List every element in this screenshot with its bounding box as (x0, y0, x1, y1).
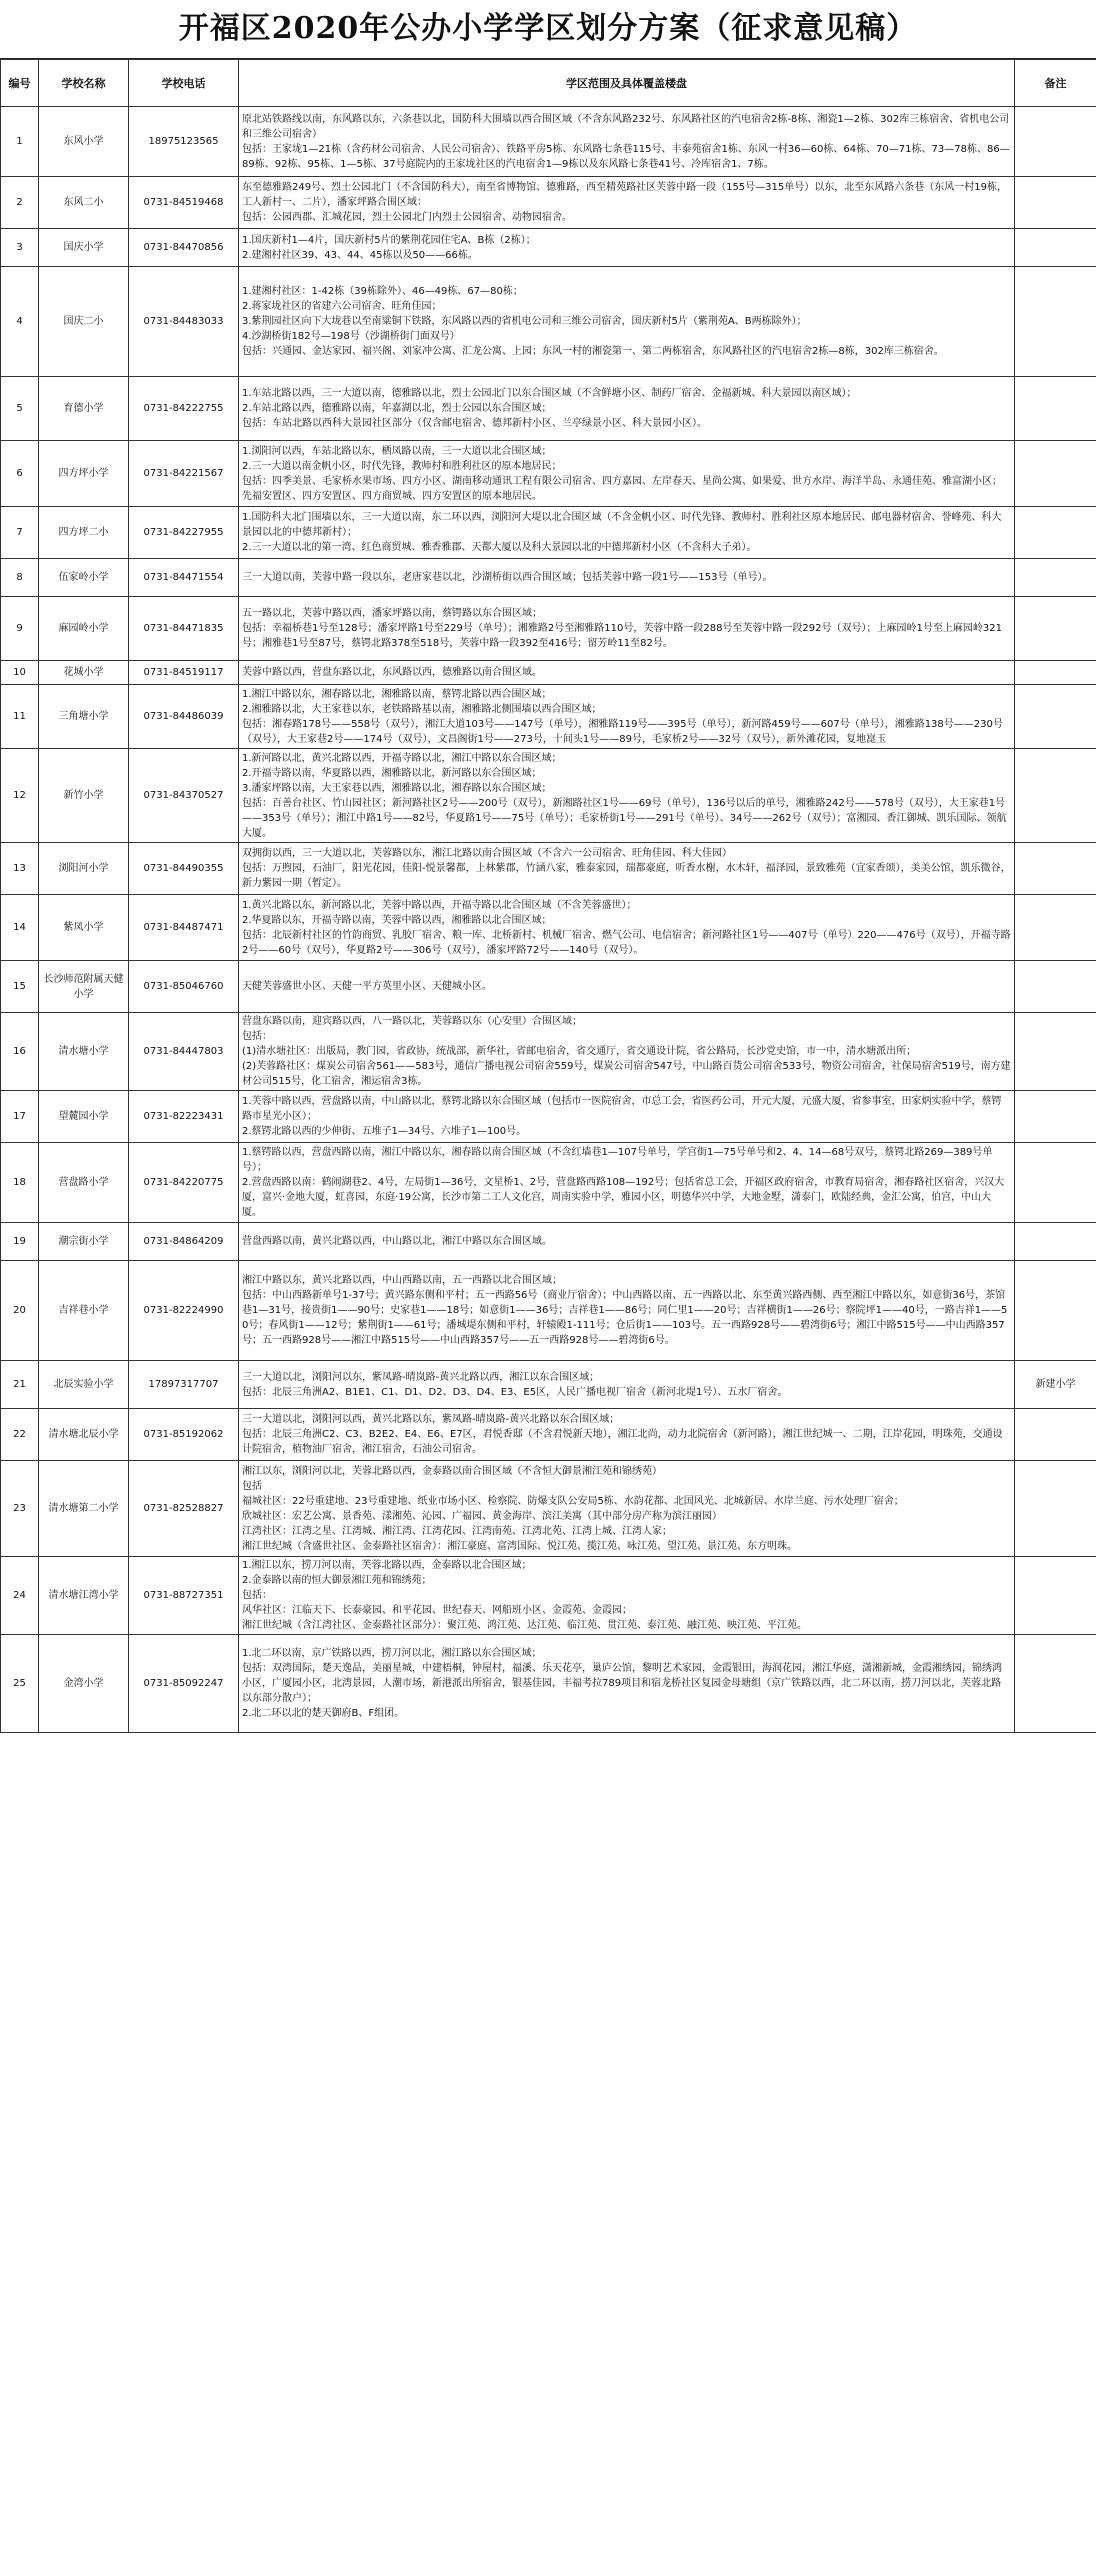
school-phone: 0731-84471554 (129, 559, 239, 597)
table-row (1, 1223, 1096, 1261)
range-line: 天健芙蓉盛世小区、天健一平方英里小区、天健城小区。 (242, 981, 492, 992)
range-line: 包括：公园西郡、汇城花园，烈士公园北门内烈士公园宿舍、动物园宿舍。 (242, 212, 572, 223)
row-number: 16 (1, 1013, 39, 1091)
school-name: 清水塘北辰小学 (39, 1409, 129, 1461)
row-number: 12 (1, 749, 39, 843)
range-line: 4.沙湖桥街182号—198号（沙湖桥街门面双号） (242, 331, 460, 342)
range-line: 包括：王家垅1—21栋（含药材公司宿舍、人民公司宿舍）、铁路平房5栋、东风路七条巷115号、丰泰苑宿舍1栋、东风一村36—60栋、64栋、70—71栋、73—78栋、86—89栋、92栋、95栋、1—5栋、37号庭院内的王家垅社区的汽电宿舍1—9栋以及东风路七条巷41号、冷库宿舍1、7栋。 (242, 143, 1010, 170)
district-range (239, 559, 1015, 597)
district-range (239, 895, 1015, 961)
row-note (1015, 377, 1096, 441)
range-line: 福城社区：22号重建地、23号重建地、纸业市场小区、检察院、防爆支队公安局5栋、水韵花都、北国风光、北城新居、水岸兰庭、污水处理厂宿舍； (242, 1495, 904, 1507)
range-line: 欣城社区：宏艺公寓、景香苑、漾湘苑、沁园、广福园、黄金海岸、滨江美寓（其中部分房产称为滨江丽园） (242, 1510, 722, 1522)
row-number: 11 (1, 685, 39, 749)
row-number: 14 (1, 895, 39, 961)
row-number: 24 (1, 1557, 39, 1635)
table-row (1, 1557, 1096, 1635)
district-range (239, 377, 1015, 441)
school-name: 国庆二小 (39, 267, 129, 377)
school-phone: 0731-84222755 (129, 377, 239, 441)
range-line: 2.金泰路以南的恒大御景湘江苑和锦绣苑； (242, 1575, 432, 1586)
range-line: 2.华夏路以东，开福寺路以南，芙蓉中路以西，湘雅路以北合围区域； (242, 914, 552, 926)
district-range (239, 961, 1015, 1013)
row-note (1015, 1635, 1096, 1733)
school-phone: 0731-85092247 (129, 1635, 239, 1733)
row-number: 23 (1, 1461, 39, 1557)
school-name: 国庆小学 (39, 229, 129, 267)
district-range (239, 1143, 1015, 1223)
row-note (1015, 559, 1096, 597)
table-row (1, 1461, 1096, 1557)
district-range (239, 177, 1015, 229)
range-line: 原北站铁路线以南，东风路以东，六条巷以北，国防科大围墙以西合围区域（不含东风路232号、东风路社区的汽电宿舍2栋-8栋、湘瓷1—2栋、302库三栋宿舍、省机电公司和三维公司宿舍） (242, 113, 1010, 140)
table-body (1, 107, 1096, 1733)
school-name: 潮宗街小学 (39, 1223, 129, 1261)
row-number: 25 (1, 1635, 39, 1733)
range-line: 三一大道以北，浏阳河以西，黄兴北路以东，紫凤路-晴岚路-黄兴北路以东合围区域； (242, 1414, 620, 1425)
range-line: 风华社区：江临天下、长泰豪园、和平花园、世纪春天、网船班小区、金霞苑、金霞园； (242, 1605, 632, 1616)
row-note (1015, 177, 1096, 229)
row-number: 2 (1, 177, 39, 229)
range-line: 三一大道以北，浏阳河以东，紫凤路-晴岚路-黄兴北路以西，湘江以东合围区域； (242, 1371, 600, 1383)
row-note (1015, 1261, 1096, 1361)
district-range (239, 1461, 1015, 1557)
range-line: 包括：湘春路178号——558号（双号），湘江大道103号——147号（单号），湘雅路119号——395号（单号），新河路459号——607号（单号），湘雅路138号——230号（双号），大王家巷2号——174号（双号），文昌阁街1号——273号，十间头1号——89号，毛家桥2号——32号（双号），新外滩花园，复地崑玉 (242, 718, 1003, 745)
school-phone: 18975123565 (129, 107, 239, 177)
district-range (239, 1361, 1015, 1409)
row-note (1015, 661, 1096, 685)
school-name: 育德小学 (39, 377, 129, 441)
district-range (239, 1091, 1015, 1143)
school-phone: 17897317707 (129, 1361, 239, 1409)
range-line: 湘江以东，浏阳河以北，芙蓉北路以西，金泰路以南合围区域（不含恒大御景湘江苑和锦绣苑） (242, 1465, 662, 1477)
table-row (1, 749, 1096, 843)
row-number: 9 (1, 597, 39, 661)
district-table (0, 59, 1096, 1733)
range-line: 包括：北辰三角洲A2、B1E1、C1、D1、D2、D3、D4、E3、E5区，人民广播电视厂宿舍（新河北堤1号）、五水厂宿舍。 (242, 1386, 788, 1398)
range-line: 包括：百善台社区、竹山园社区；新河路社区2号——200号（双号），新湘路社区1号——69号（单号），136号以后的单号，湘雅路242号——578号（双号），大王家巷1号——353号（单号）；湘江中路1号——82号，华夏路1号——75号（单号）；毛家桥街1号——291号（单号）、34号——262号（双号）；富湘园、香江御城、凯乐国际、领航大厦。 (242, 797, 1007, 839)
district-range (239, 1223, 1015, 1261)
range-line: 1.新河路以北，黄兴北路以西，开福寺路以北，湘江中路以东合围区域； (242, 752, 562, 764)
table-row (1, 229, 1096, 267)
school-name: 长沙师范附属天健小学 (39, 961, 129, 1013)
table-row (1, 1361, 1096, 1409)
district-range (239, 597, 1015, 661)
school-name: 营盘路小学 (39, 1143, 129, 1223)
range-line: 1.浏阳河以西，车站北路以东，栖凤路以南，三一大道以北合围区域； (242, 445, 552, 457)
table-row (1, 961, 1096, 1013)
school-phone: 0731-84490355 (129, 843, 239, 895)
school-phone: 0731-84486039 (129, 685, 239, 749)
range-line: 包括：北辰三角洲C2、C3、B2E2、E4、E6、E7区，君悦香邸（不含君悦新天地），湘江北尚，动力北院宿舍（新河路），湘江世纪城一、二期，江岸花园，明珠苑，交通设计院宿舍，植物油厂宿舍，湘江宿舍，石油公司宿舍。 (242, 1429, 1003, 1455)
table-row (1, 895, 1096, 961)
range-line: 3.潘家坪路以南，大王家巷以西，湘雅路以北，湘春路以东合围区域； (242, 782, 552, 794)
school-name: 东风小学 (39, 107, 129, 177)
district-range (239, 107, 1015, 177)
table-row (1, 597, 1096, 661)
school-phone: 0731-84227955 (129, 507, 239, 559)
district-range (239, 843, 1015, 895)
row-number: 3 (1, 229, 39, 267)
range-line: 2.建湘村社区39、43、44、45栋以及50——66栋。 (242, 249, 478, 261)
row-number: 6 (1, 441, 39, 507)
range-line: 包括： (242, 1031, 272, 1042)
range-line: 包括： (242, 1590, 272, 1601)
range-line: 1.湘江中路以东，湘春路以北，湘雅路以南，蔡锷北路以西合围区域； (242, 688, 552, 700)
range-line: 湘江中路以东，黄兴北路以西，中山西路以南，五一西路以北合围区域； (242, 1275, 562, 1286)
header-no: 编号 (1, 60, 39, 107)
range-line: 芙蓉中路以西，营盘东路以北，东风路以西，德雅路以南合围区域。 (242, 667, 542, 678)
row-note (1015, 1409, 1096, 1461)
school-phone: 0731-85192062 (129, 1409, 239, 1461)
row-note (1015, 961, 1096, 1013)
row-note (1015, 685, 1096, 749)
row-number: 21 (1, 1361, 39, 1409)
district-range (239, 441, 1015, 507)
table-row (1, 685, 1096, 749)
school-name: 清水塘江湾小学 (39, 1557, 129, 1635)
row-number: 20 (1, 1261, 39, 1361)
table-row (1, 1013, 1096, 1091)
range-line: 2.蔡锷北路以西的少伸街、五堆子1—34号、六堆子1—100号。 (242, 1126, 527, 1137)
table-row (1, 177, 1096, 229)
row-number: 1 (1, 107, 39, 177)
row-note (1015, 597, 1096, 661)
table-row (1, 1143, 1096, 1223)
range-line: 包括：双湾国际，楚天逸品，美丽星城，中建梧桐，钟屋村，福溪、乐天花亭，巢庐公馆，黎明艺术家园，金霞银田，海润花园，湘江华庭，潇湘新城，金霞湘绣园，锦绣鸿小区，广厦园小区，北湾景园，人潮市场，新港派出所宿舍，银基佳园，丰福考拉789项目和宿龙桥社区复园金母塘组（京广铁路以西，北二环以南，捞刀河以北，芙蓉北路以东部分散户）； (242, 1663, 1002, 1704)
table-row (1, 1261, 1096, 1361)
table-row (1, 107, 1096, 177)
table-row (1, 507, 1096, 559)
range-line: 双拥街以西，三一大道以北，芙蓉路以东，湘江北路以南合围区域（不含六一公司宿舍、旺角佳园、科大佳园） (242, 848, 732, 859)
range-line: 湘江世纪城（含盛世社区、金泰路社区宿舍）：湘江豪庭、富湾国际、悦江苑、揽江苑、咏江苑、望江苑、景江苑、东方明珠。 (242, 1540, 797, 1552)
row-note (1015, 507, 1096, 559)
table-header-row (1, 60, 1096, 107)
school-name: 望麓园小学 (39, 1091, 129, 1143)
range-line: 2.蒋家垅社区的省建六公司宿舍、旺角佳园； (242, 301, 442, 312)
range-line: 2.营盘西路以南：鹤闹湖巷2、4号，左局街1—36号，文星桥1、2号，营盘路西路108—192号；包括省总工会，开福区政府宿舍，市教育局宿舍，湘春路社区宿舍，兴汉大厦，富兴·金地大厦，虹喜园，东庭·19公寓，长沙市第二工人文化宫，周南实验中学，雅园小区，明德华兴中学，大地金墅，潇泰门，欧陆经典，金汇公寓，伯宫，中山大厦。 (242, 1177, 1005, 1218)
range-line: 江湾社区：江湾之星、江湾城、湘江湾、江湾花园、江湾南苑、江湾北苑、江湾上城、江湾人家； (242, 1525, 672, 1537)
district-range (239, 661, 1015, 685)
row-note (1015, 1223, 1096, 1261)
range-line: 2.北二环以北的楚天御府B、F组团。 (242, 1708, 405, 1719)
table-row (1, 377, 1096, 441)
row-number: 4 (1, 267, 39, 377)
district-range (239, 749, 1015, 843)
range-line: 包括：四季美景、毛家桥水果市场、四方小区、湖南移动通讯工程有限公司宿舍、四方嘉园、左岸春天、星尚公寓、如果爱、世方水岸、海洋半岛、永通佳苑、雅富湖小区；先福安置区、四方安置区、四方商贸城、四方安置区的原本地居民。 (242, 475, 1002, 502)
school-phone: 0731-84487471 (129, 895, 239, 961)
row-note: 新建小学 (1015, 1361, 1096, 1409)
table-row (1, 267, 1096, 377)
range-line: 2.三一大道以南金帆小区，时代先锋，教师村和胜利社区的原本地居民； (242, 460, 562, 472)
row-note (1015, 1461, 1096, 1557)
row-note (1015, 267, 1096, 377)
school-phone: 0731-84370527 (129, 749, 239, 843)
table-row (1, 661, 1096, 685)
range-line: 东至德雅路249号、烈士公园北门（不含国防科大），南至省博物馆、德雅路，西至精苑路社区芙蓉中路一段（155号—315单号）以东，北至东风路六条巷（东风一村19栋，工人新村一、二片），潘家坪路合围区域： (242, 182, 1007, 208)
range-line: 1.车站北路以西，三一大道以南，德雅路以北，烈士公园北门以东合围区域（不含鲜塘小区、制药厂宿舍、金福新城、科大景园以南区域）； (242, 388, 857, 399)
row-note (1015, 1557, 1096, 1635)
district-range (239, 1409, 1015, 1461)
range-line: 2.车站北路以西，德雅路以南，年嘉湖以北，烈士公园以东合围区域； (242, 403, 552, 414)
row-note (1015, 1013, 1096, 1091)
row-number: 22 (1, 1409, 39, 1461)
row-number: 15 (1, 961, 39, 1013)
table-row (1, 843, 1096, 895)
document-title: 开福区2020年公办小学学区划分方案（征求意见稿） (0, 0, 1096, 59)
row-note (1015, 1143, 1096, 1223)
school-phone: 0731-82224990 (129, 1261, 239, 1361)
school-name: 东风二小 (39, 177, 129, 229)
range-line: 1.建湘村社区：1-42栋（39栋除外）、46—49栋、67—80栋； (242, 286, 523, 297)
district-range (239, 507, 1015, 559)
district-range (239, 1261, 1015, 1361)
district-range (239, 267, 1015, 377)
table-row (1, 1409, 1096, 1461)
range-line: 2.三一大道以北的第一湾、红色商贸城、雅香雅郡、天都大厦以及科大景园以北的中德邦新村小区（不含科大子弟）。 (242, 542, 757, 553)
school-phone: 0731-84519117 (129, 661, 239, 685)
range-line: (1)清水塘社区：出版局，教门园，省政协，统战部，新华社，省邮电宿舍，省交通厅，省交通设计院，省公路局，长沙党史馆，市一中，清水塘派出所； (242, 1046, 917, 1057)
table-row (1, 559, 1096, 597)
district-range (239, 1557, 1015, 1635)
school-phone: 0731-84447803 (129, 1013, 239, 1091)
school-name: 麻园岭小学 (39, 597, 129, 661)
district-range (239, 1635, 1015, 1733)
range-line: 营盘东路以南，迎宾路以西，八一路以北，芙蓉路以东（心安里）合围区域； (242, 1016, 582, 1027)
row-note (1015, 843, 1096, 895)
range-line: 包括：北辰新村社区的竹韵商贸、乳胶厂宿舍、粮一库、北桥新村、机械厂宿舍、燃气公司、电信宿舍；新河路社区1号——407号（单号）220——476号（双号），开福寺路2号——60号（双号），华夏路2号——306号（双号），潘家坪路72号——140号（双号）。 (242, 929, 1011, 956)
school-name: 浏阳河小学 (39, 843, 129, 895)
row-number: 7 (1, 507, 39, 559)
range-line: 1.蔡锷路以西，营盘西路以南，湘江中路以东，湘春路以南合围区域（不含红墙巷1—107号单号，学宫街1—75号单号和2、4、14—68号双号，蔡锷北路269—389号单号）； (242, 1147, 993, 1173)
school-phone: 0731-84864209 (129, 1223, 239, 1261)
range-line: 三一大道以南，芙蓉中路一段以东，老唐家巷以北，沙湖桥街以西合围区域；包括芙蓉中路一段1号——153号（单号）。 (242, 572, 773, 583)
district-range (239, 1013, 1015, 1091)
header-school-name: 学校名称 (39, 60, 129, 107)
range-line: 包括：幸福桥巷1号至128号；潘家坪路1号至229号（单号）；湘雅路2号至湘雅路110号，芙蓉中路一段288号至芙蓉中路一段292号（双号）；上麻园岭1号至上麻园岭321号；湘雅巷1号至87号，蔡锷北路378至518号，芙蓉中路一段392至416号；留芳岭11至82号。 (242, 623, 1002, 649)
row-number: 13 (1, 843, 39, 895)
range-line: 1.芙蓉中路以西，营盘路以南，中山路以北，蔡锷北路以东合围区域（包括市一医院宿舍，市总工会，省医药公司，开元大厦，元盛大厦，省参事室，田家炳实验中学，蔡锷路市星光小区）； (242, 1096, 1002, 1122)
range-line: 包括：兴通园、金达家园、福兴阁、刘家冲公寓、汇龙公寓、上园；东风一村的湘瓷第一、第二两栋宿舍，东风路社区的汽电宿舍2栋—8栋，302库三栋宿舍。 (242, 346, 944, 357)
school-name: 四方坪二小 (39, 507, 129, 559)
row-number: 5 (1, 377, 39, 441)
range-line: 包括：车站北路以西科大景园社区部分（仅含邮电宿舍、德邦新村小区、兰亭绿景小区、科大景园小区）。 (242, 418, 707, 429)
range-line: 包括：万煦园，石油厂，阳光花园，佳阳-悦景馨都，上林紫郡，竹涵八家，雅泰家园，瑞都豪庭，听香水榭，水木轩，福泽园，景致雅苑（宜家香颂），美美公馆，凯乐微谷，新力紫园一期（暂定）。 (242, 863, 1011, 889)
school-phone: 0731-85046760 (129, 961, 239, 1013)
district-range (239, 685, 1015, 749)
school-phone: 0731-82223431 (129, 1091, 239, 1143)
range-line: 包括 (242, 1480, 262, 1492)
table-row (1, 441, 1096, 507)
row-number: 17 (1, 1091, 39, 1143)
header-note: 备注 (1015, 60, 1096, 107)
row-note (1015, 107, 1096, 177)
school-name: 四方坪小学 (39, 441, 129, 507)
school-name: 伍家岭小学 (39, 559, 129, 597)
row-note (1015, 749, 1096, 843)
school-name: 清水塘小学 (39, 1013, 129, 1091)
school-name: 北辰实验小学 (39, 1361, 129, 1409)
row-number: 18 (1, 1143, 39, 1223)
school-name: 紫凤小学 (39, 895, 129, 961)
range-line: 2.湘雅路以北，大王家巷以东，老铁路路基以南，湘雅路北侧围墙以西合围区域； (242, 703, 602, 715)
row-number: 10 (1, 661, 39, 685)
range-line: 1.国防科大北门围墙以东，三一大道以南，东二环以西，浏阳河大堤以北合围区域（不含金帆小区、时代先锋、教师村、胜利社区原本地居民、邮电器材宿舍、誉峰苑、科大景园以北的中德邦新村）； (242, 512, 1002, 538)
range-line: 湘江世纪城（含江湾社区、金泰路社区部分）：聚江苑、鸿江苑、达江苑、临江苑、贯江苑、泰江苑、融江苑、映江苑、平江苑。 (242, 1620, 807, 1631)
range-line: 五一路以北，芙蓉中路以西，潘家坪路以南，蔡锷路以东合围区域； (242, 608, 542, 619)
school-name: 花城小学 (39, 661, 129, 685)
row-note (1015, 895, 1096, 961)
row-note (1015, 229, 1096, 267)
header-district-range: 学区范围及具体覆盖楼盘 (239, 60, 1015, 107)
school-name: 三角塘小学 (39, 685, 129, 749)
range-line: 3.紫荆园社区向下大垅巷以至南粱铜下铁路，东风路以西的省机电公司和三维公司宿舍，国庆新村5片（紫荆苑A、B两栋除外）； (242, 316, 807, 327)
school-phone: 0731-84470856 (129, 229, 239, 267)
range-line: (2)芙蓉路社区：煤炭公司宿舍561——583号，通信广播电视公司宿舍559号，煤炭公司宿舍547号，中山路百货公司宿舍533号，物资公司宿舍，社保局宿舍519号，南方建材公司515号，化工宿舍，湘运宿舍3栋。 (242, 1061, 1011, 1087)
school-phone: 0731-84483033 (129, 267, 239, 377)
district-range (239, 229, 1015, 267)
range-line: 1.国庆新村1—4片，国庆新村5片的紫荆花园住宅A、B栋（2栋）； (242, 234, 536, 246)
school-phone: 0731-84221567 (129, 441, 239, 507)
row-number: 8 (1, 559, 39, 597)
range-line: 营盘西路以南，黄兴北路以西，中山路以北，湘江中路以东合围区域。 (242, 1236, 552, 1247)
school-phone: 0731-82528827 (129, 1461, 239, 1557)
school-name: 金湾小学 (39, 1635, 129, 1733)
range-line: 1.黄兴北路以东，新河路以北，芙蓉中路以西，开福寺路以北合围区域（不含芙蓉盛世）； (242, 899, 637, 911)
range-line: 2.开福寺路以南，华夏路以西，湘雅路以北，新河路以东合围区域； (242, 767, 542, 779)
school-name: 吉祥巷小学 (39, 1261, 129, 1361)
table-row (1, 1091, 1096, 1143)
school-phone: 0731-84519468 (129, 177, 239, 229)
school-phone: 0731-88727351 (129, 1557, 239, 1635)
school-phone: 0731-84220775 (129, 1143, 239, 1223)
range-line: 包括：中山西路新单号1-37号；黄兴路东侧和平村；五一西路56号（商业厅宿舍）；中山西路以南、五一西路以北、东至黄兴路西侧、西至湘江中路以东，如意街36号，茶馆巷1—31号，接贵街1——90号；史家巷1——18号；如意街1——36号；吉祥巷1——86号；同仁里1——20号；吉祥横街1——26号；察院坪1——40号，一路吉祥1——50号；春风街1——12号；紫荆街1——61号；潘城堤东侧和平村，轩辕殿1-111号；仓后街1——103号。五一西路928号——碧湾街6号；湘江中路515号——中山西路357号；五一西路928号——湘江中路515号——中山西路357号——五一西路928号——碧湾街6号。 (242, 1290, 1008, 1346)
header-school-phone: 学校电话 (129, 60, 239, 107)
row-note (1015, 1091, 1096, 1143)
school-name: 清水塘第二小学 (39, 1461, 129, 1557)
school-phone: 0731-84471835 (129, 597, 239, 661)
range-line: 1.湘江以东，捞刀河以南，芙蓉北路以西，金泰路以北合围区域； (242, 1560, 532, 1571)
row-number: 19 (1, 1223, 39, 1261)
row-note (1015, 441, 1096, 507)
school-name: 新竹小学 (39, 749, 129, 843)
range-line: 1.北二环以南，京广铁路以西，捞刀河以北，湘江路以东合围区域； (242, 1648, 542, 1659)
table-row (1, 1635, 1096, 1733)
